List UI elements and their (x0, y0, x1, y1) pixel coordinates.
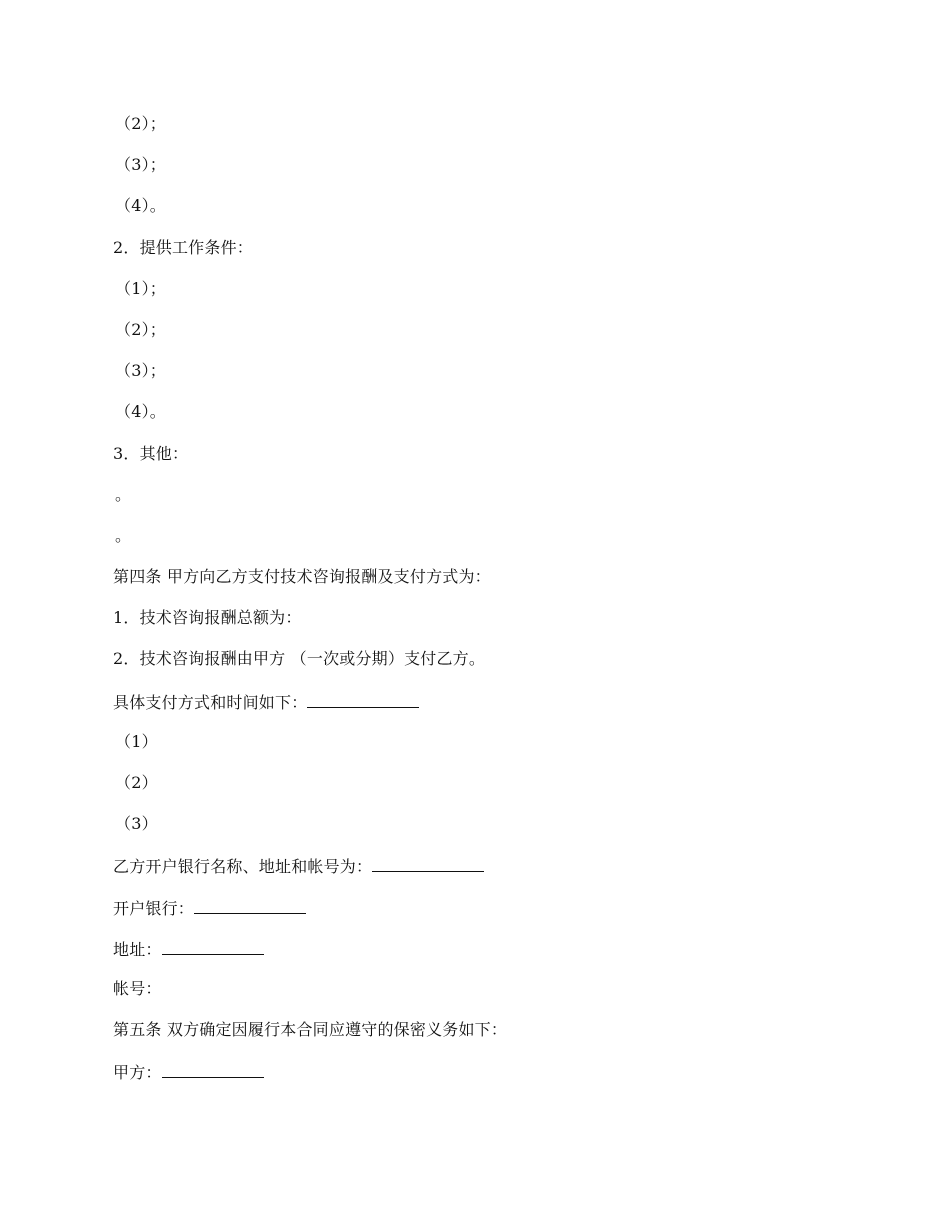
list-item (113, 400, 833, 441)
list-item (113, 771, 833, 812)
fill-in-blank (162, 936, 264, 955)
line-text: 甲方： (113, 1063, 162, 1083)
list-item (113, 730, 833, 771)
line-text: 乙方开户银行名称、地址和帐号为： (113, 857, 373, 877)
article-text: 第五条 双方确定因履行本合同应遵守的保密义务如下： (113, 1020, 508, 1040)
line-text: 地址： (113, 939, 162, 959)
fill-in-blank (307, 689, 419, 708)
list-item (113, 318, 833, 359)
line-text: 1．技术咨询报酬总额为： (113, 608, 302, 628)
section-heading (113, 442, 833, 483)
document-body (113, 112, 833, 1101)
line-text: 。 (115, 484, 132, 504)
list-item (113, 359, 833, 400)
item-text: （4）。 (115, 402, 166, 422)
text-line (113, 1059, 833, 1100)
list-item (113, 194, 833, 235)
article-text: 第四条 甲方向乙方支付技术咨询报酬及支付方式为： (113, 567, 491, 587)
line-text: 具体支付方式和时间如下： (113, 692, 308, 712)
text-line (113, 853, 833, 894)
article-heading (113, 565, 833, 606)
text-line (113, 524, 833, 565)
item-text: （1）； (115, 278, 166, 298)
text-line (113, 647, 833, 688)
line-text: 。 (115, 525, 132, 545)
item-text: （1） (115, 731, 158, 751)
text-line (113, 606, 833, 647)
text-line (113, 977, 833, 1018)
line-text: 2．技术咨询报酬由甲方 （一次或分期）支付乙方。 (113, 649, 486, 669)
fill-in-blank (162, 1059, 264, 1078)
fill-in-blank (372, 853, 484, 872)
section-heading (113, 236, 833, 277)
line-text: 帐号： (113, 978, 162, 998)
fill-in-blank (194, 895, 306, 914)
text-line (113, 895, 833, 936)
item-text: （3）； (115, 361, 166, 381)
list-item (113, 153, 833, 194)
item-text: （3）； (115, 155, 166, 175)
text-line (113, 483, 833, 524)
list-item (113, 112, 833, 153)
item-text: （4）。 (115, 196, 166, 216)
text-line (113, 689, 833, 730)
list-item (113, 812, 833, 853)
article-heading (113, 1018, 833, 1059)
item-text: （2） (115, 773, 158, 792)
list-item (113, 277, 833, 318)
heading-text: 3．其他： (113, 443, 189, 463)
item-text: （2）； (115, 114, 166, 133)
item-text: （2）； (115, 319, 166, 339)
text-line (113, 936, 833, 977)
line-text: 开户银行： (113, 898, 195, 918)
item-text: （3） (115, 814, 158, 834)
heading-text: 2．提供工作条件： (113, 237, 253, 257)
